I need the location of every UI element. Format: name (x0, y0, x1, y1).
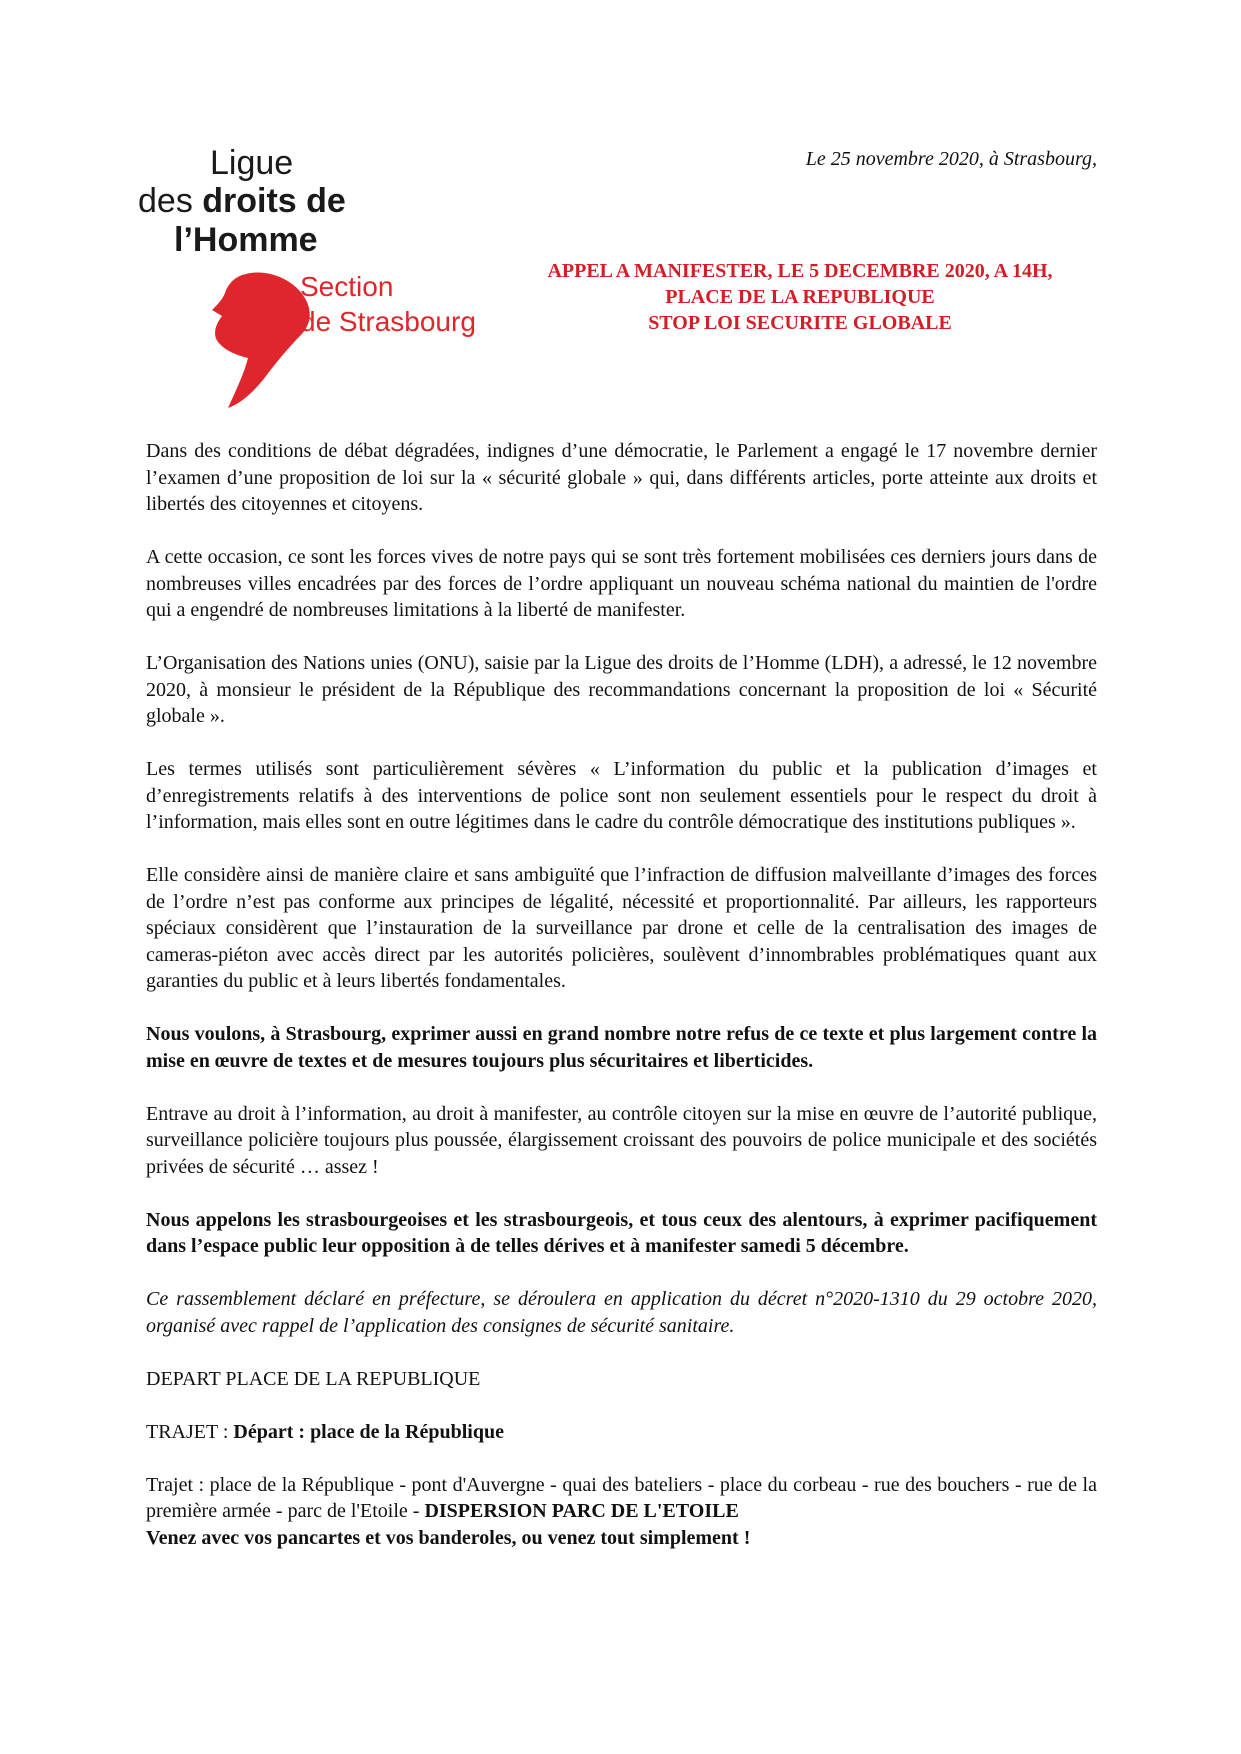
logo-line-homme: l’Homme (174, 221, 318, 259)
logo-section-line1: Section (300, 271, 394, 302)
paragraph-entrave: Entrave au droit à l’information, au droit à manifester, au contrôle citoyen sur la mise en œuvre de l’autorité publique, surveillance policière toujours plus poussée, élargissement croissant des pouvoirs de police municipale et des sociétés privées de sécurité … assez ! (146, 1102, 1097, 1178)
logo-line-droits-light: des (138, 182, 203, 220)
paragraph-debate: Dans des conditions de débat dégradées, indignes d’une démocratie, le Parlement a engagé le 17 novembre dernier l’examen d’une proposition de loi sur la « sécurité globale » qui, dans différents articles, porte atteinte aux droits et libertés des citoyennes et citoyens. (146, 440, 1097, 515)
document-date: Le 25 novembre 2020, à Strasbourg, (805, 148, 1097, 170)
paragraph-rassemblement: Ce rassemblement déclaré en préfecture, se déroulera en application du décret n°2020-1310 du 29 octobre 2020, organisé avec rappel de l’application des consignes de sécurité sanitaire. (146, 1288, 1097, 1337)
paragraph-route (146, 1472, 1097, 1525)
logo-line-droits (138, 184, 346, 218)
route-end: DISPERSION PARC DE L'ETOILE (424, 1500, 739, 1522)
logo-line-ligue: Ligue (210, 144, 294, 182)
trajet-label: TRAJET : (146, 1420, 234, 1443)
paragraph-nous-appelons: Nous appelons les strasbourgeoises et les strasbourgeois, et tous ceux des alentours, à exprimer pacifiquement dans l’espace public leur opposition à de telles dérives et à manifester samedi 5 décembre. (146, 1208, 1097, 1257)
paragraph-closing: Venez avec vos pancartes et vos banderoles, ou venez tout simplement ! (146, 1526, 751, 1549)
paragraph-terms: Les termes utilisés sont particulièrement sévères « L’information du public et la publication d’images et d’enregistrements relatifs à des interventions de police sont non seulement essentiels pour le respect du droit à l’information, mais elles sont en outre légitimes dans le cadre du contrôle démocratique des institutions publiques ». (146, 758, 1097, 833)
logo-section-line2: de Strasbourg (300, 306, 476, 337)
paragraph-depart: DEPART PLACE DE LA REPUBLIQUE (146, 1367, 481, 1390)
trajet-value: Départ : place de la République (233, 1420, 504, 1443)
paragraph-mobilisation: A cette occasion, ce sont les forces vives de notre pays qui se sont très fortement mobilisées ces derniers jours dans de nombreuses villes encadrées par des forces de l’ordre appliquant un nouveau schéma national du maintien de l'ordre qui a engendré de nombreuses limitations à la liberté de manifester. (146, 546, 1097, 621)
document-body (146, 438, 1097, 1551)
headline-line-2: PLACE DE LA REPUBLIQUE (665, 286, 935, 308)
ldh-logo (130, 140, 500, 410)
headline (490, 258, 1110, 336)
paragraph-trajet-heading (146, 1419, 1097, 1446)
headline-line-1: APPEL A MANIFESTER, LE 5 DECEMBRE 2020, A 14H, (547, 260, 1053, 282)
paragraph-considere: Elle considère ainsi de manière claire et sans ambiguïté que l’infraction de diffusion malveillante d’images des forces de l’ordre n’est pas conforme aux principes de légalité, nécessité et proportionnalité. Par ailleurs, les rapporteurs spéciaux considèrent que l’instauration de la surveillance par drone et celle de la centralisation des images de cameras-piéton avec accès direct par les autorités policières, soulèvent d’innombrables problématiques quant aux garanties du public et à leurs libertés fondamentales. (146, 864, 1097, 992)
route-text: Trajet : place de la République - pont d'Auvergne - quai des bateliers - place du corbeau - rue des bouchers - rue de la première armée - parc de l'Etoile - (146, 1473, 1097, 1522)
headline-line-3: STOP LOI SECURITE GLOBALE (648, 312, 952, 334)
paragraph-onu: L’Organisation des Nations unies (ONU), saisie par la Ligue des droits de l’Homme (LDH), a adressé, le 12 novembre 2020, à monsieur le président de la République des recommandations concernant la proposition de loi « Sécurité globale ». (146, 652, 1097, 727)
logo-line-droits-bold: droits de (202, 182, 346, 220)
paragraph-nous-voulons: Nous voulons, à Strasbourg, exprimer aussi en grand nombre notre refus de ce texte et plus largement contre la mise en œuvre de textes et de mesures toujours plus sécuritaires et liberticides. (146, 1023, 1097, 1072)
